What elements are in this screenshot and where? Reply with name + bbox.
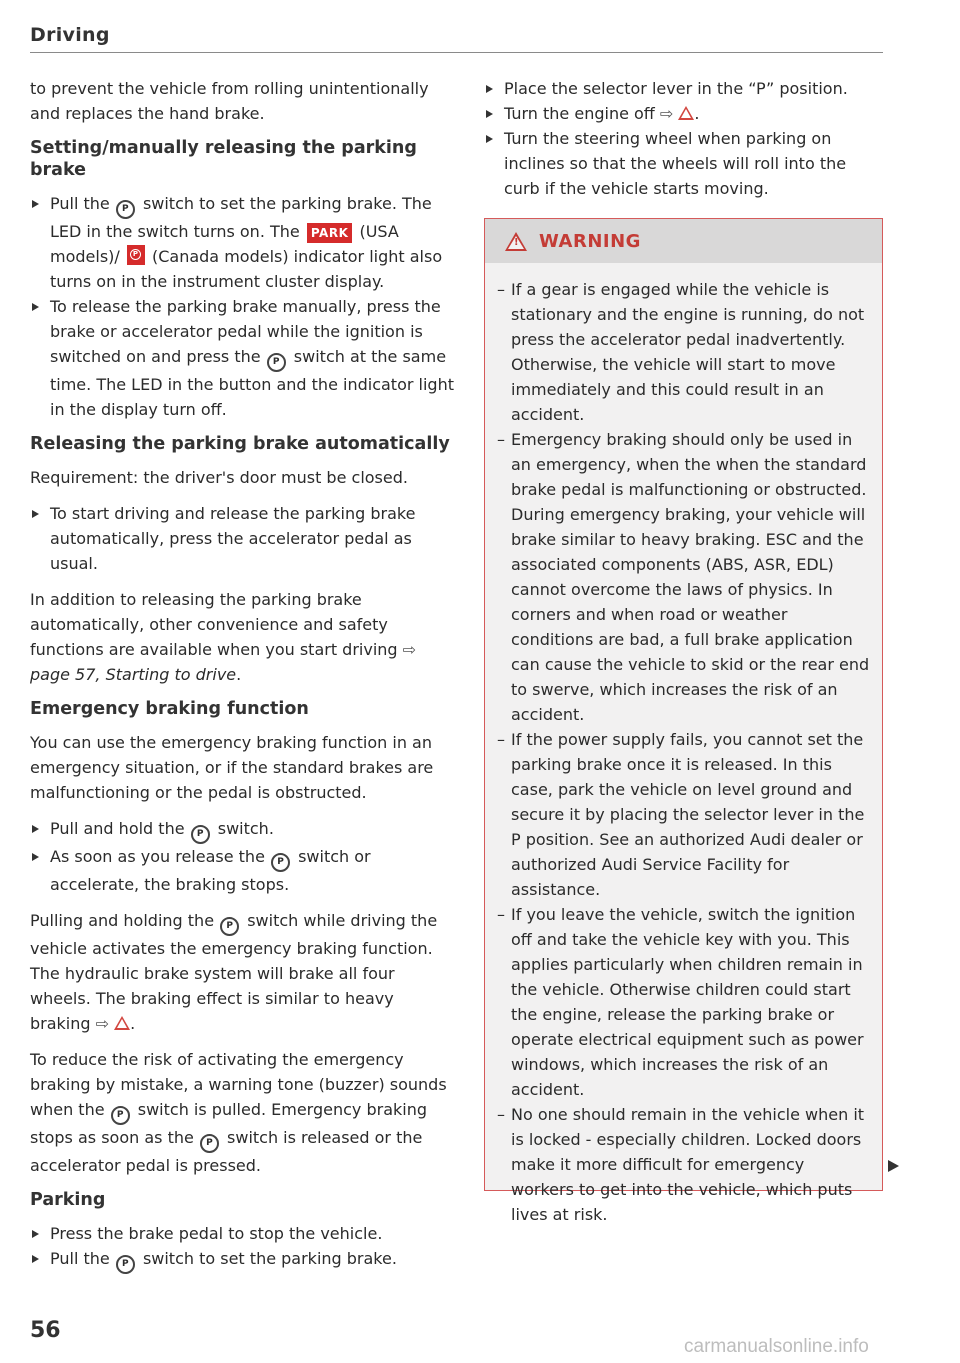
intro-paragraph: to prevent the vehicle from rolling unintentionally and replaces the hand brake.	[30, 79, 429, 123]
text: switch to set the parking brake.	[142, 1249, 397, 1268]
dash-marker: –	[497, 430, 505, 449]
text: Place the selector lever in the “P” position.	[504, 79, 848, 98]
text: As soon as you release the	[50, 847, 265, 866]
parking-brake-switch-icon: P	[271, 853, 290, 872]
list-item	[30, 294, 455, 422]
warning-item-text: No one should remain in the vehicle when it is locked - especially children. Locked doors make it more difficult for emergency workers to get into the vehicle, which puts lives at risk.	[511, 1105, 865, 1224]
text: switch.	[217, 819, 274, 838]
warning-box	[484, 218, 883, 1224]
right-column	[484, 76, 884, 201]
indicator-letter: P	[130, 249, 141, 260]
warning-list	[485, 263, 882, 1227]
list-item: Turn the engine off ⇨ .	[484, 101, 884, 126]
text: Pulling and holding the	[30, 911, 215, 930]
list-item	[497, 902, 870, 1102]
list-item	[484, 126, 884, 201]
page-number: 56	[30, 1318, 61, 1343]
warning-triangle-icon	[505, 232, 527, 251]
warning-item-text: If a gear is engaged while the vehicle is stationary and the engine is running, do not press the accelerator pedal inadvertently. Otherwise, the vehicle will start to move immediately and this could result in an accident.	[511, 280, 865, 424]
parking-brake-switch-icon: P	[111, 1106, 130, 1125]
list-item	[497, 427, 870, 727]
bullet-group-parking	[30, 1221, 455, 1274]
parking-brake-indicator-icon	[127, 245, 145, 265]
text: Turn the engine off	[504, 104, 655, 123]
text: switch or accelerate, the braking stops.	[50, 847, 371, 894]
list-item	[30, 1246, 455, 1274]
text: To release the parking brake manually, press the brake or accelerator pedal while the ignition is switched on and press the	[50, 297, 441, 366]
text: switch while driving the vehicle activates the emergency braking function. The hydraulic brake system will brake all four wheels. The braking effect is similar to heavy braking	[30, 911, 438, 1033]
warning-item-text: If the power supply fails, you cannot set the parking brake once it is released. In this case, park the vehicle on level ground and secure it by placing the selector lever in the P position. See an authorized Audi dealer or authorized Audi Service Facility for assistance.	[511, 730, 865, 899]
text: switch is pulled. Emergency braking stops as soon as the	[30, 1100, 428, 1147]
dash-marker: –	[497, 280, 505, 299]
warning-item-text: If you leave the vehicle, switch the ignition off and take the vehicle key with you. This applies particularly when children remain in the vehicle. Otherwise children could start the engine, release the parking brake or operate electrical equipment such as power windows, which increases the risk of an accident.	[511, 905, 864, 1099]
warning-header	[485, 219, 882, 263]
text: Pull the	[50, 1249, 110, 1268]
emergency-activation-paragraph: Pulling and holding the P switch while driving the vehicle activates the emergency braking function. The hydraulic brake system will brake all four wheels. The braking effect is similar to heavy braking ⇨ .	[30, 911, 438, 1033]
bullet-arrow-icon	[32, 825, 39, 833]
emergency-paragraph: You can use the emergency braking function in an emergency situation, or if the standard brakes are malfunctioning or the pedal is obstructed.	[30, 733, 434, 802]
heading-emergency-braking: Emergency braking function	[30, 699, 309, 719]
heading-releasing-automatically: Releasing the parking brake automatically	[30, 434, 450, 454]
warning-triangle-icon[interactable]	[114, 1016, 130, 1030]
text: (Canada models) indicator light also turns on in the instrument cluster display.	[50, 247, 443, 291]
text: .	[236, 665, 242, 684]
auto-paragraph	[30, 587, 455, 687]
warning-item-text: Emergency braking should only be used in an emergency, when the when the standard brake pedal is malfunctioning or obstructed. During emergency braking, your vehicle will brake similar to heavy braking. ESC and the associated components (ABS, ASR, EDL) cannot overcome the laws of physics. In corners and when road or weather conditions are bad, a full brake application can cause the vehicle to skid or the rear end to swerve, which increases the risk of an accident.	[511, 430, 870, 724]
bullet-arrow-icon	[32, 1255, 39, 1263]
buzzer-paragraph	[30, 1047, 455, 1178]
bullet-arrow-icon	[32, 303, 39, 311]
heading-parking: Parking	[30, 1190, 106, 1210]
warning-triangle-icon[interactable]	[678, 106, 694, 120]
text: Pull and hold the	[50, 819, 185, 838]
list-item	[30, 1221, 455, 1246]
heading-setting-releasing: Setting/manually releasing the parking brake	[30, 138, 417, 180]
park-indicator-icon: PARK	[307, 223, 353, 243]
list-item	[30, 816, 455, 844]
text: Pull the	[50, 194, 110, 213]
page-reference-link[interactable]: page 57, Starting to drive	[30, 665, 237, 684]
text: Press the brake pedal to stop the vehicle.	[50, 1224, 383, 1243]
section-title: Driving	[30, 24, 110, 46]
text: Turn the steering wheel when parking on inclines so that the wheels will roll into the curb if the vehicle starts moving.	[504, 129, 847, 198]
text: To reduce the risk of activating the emergency braking by mistake, a warning tone (buzzer) sounds when the	[30, 1050, 447, 1119]
text: (USA models)/	[50, 222, 399, 266]
bullet-arrow-icon	[486, 135, 493, 143]
text: To start driving and release the parking brake automatically, press the accelerator pedal as usual.	[50, 504, 416, 573]
list-item	[497, 727, 870, 902]
list-item	[30, 501, 455, 576]
list-item	[30, 191, 455, 294]
dash-marker: –	[497, 730, 505, 749]
bullet-group-setting	[30, 191, 455, 422]
watermark: carmanualsonline.info	[684, 1336, 869, 1357]
bullet-arrow-icon	[486, 85, 493, 93]
warning-title: WARNING	[539, 230, 641, 252]
bullet-group-auto	[30, 501, 455, 576]
parking-brake-switch-icon: P	[220, 917, 239, 936]
dash-marker: –	[497, 905, 505, 924]
reference-arrow-icon: ⇨	[659, 104, 674, 123]
list-item	[484, 76, 884, 101]
continue-arrow-icon[interactable]	[888, 1160, 899, 1172]
parking-brake-switch-icon: P	[116, 1255, 135, 1274]
text: switch is released or the accelerator pedal is pressed.	[30, 1128, 423, 1175]
parking-brake-switch-icon: P	[200, 1134, 219, 1153]
parking-brake-switch-icon: P	[116, 200, 135, 219]
bullet-arrow-icon	[32, 1230, 39, 1238]
dash-marker: –	[497, 1105, 505, 1124]
parking-brake-switch-icon: P	[267, 353, 286, 372]
left-column	[30, 76, 455, 1285]
parking-brake-switch-icon: P	[191, 825, 210, 844]
header-divider	[30, 52, 883, 53]
list-item	[30, 844, 455, 897]
reference-arrow-icon: ⇨	[95, 1014, 110, 1033]
list-item	[497, 277, 870, 427]
reference-arrow-icon: ⇨	[402, 640, 417, 659]
bullet-arrow-icon	[32, 510, 39, 518]
bullet-arrow-icon	[32, 853, 39, 861]
bullet-arrow-icon	[486, 110, 493, 118]
requirement-text: Requirement: the driver's door must be closed.	[30, 468, 408, 487]
text: switch to set the parking brake. The LED in the switch turns on. The	[50, 194, 432, 241]
text: In addition to releasing the parking brake automatically, other convenience and safety functions are available when you start driving	[30, 590, 398, 659]
bullet-group-emergency	[30, 816, 455, 897]
bullet-arrow-icon	[32, 200, 39, 208]
list-item	[497, 1102, 870, 1227]
text: switch at the same time. The LED in the button and the indicator light in the display turn off.	[50, 347, 454, 419]
